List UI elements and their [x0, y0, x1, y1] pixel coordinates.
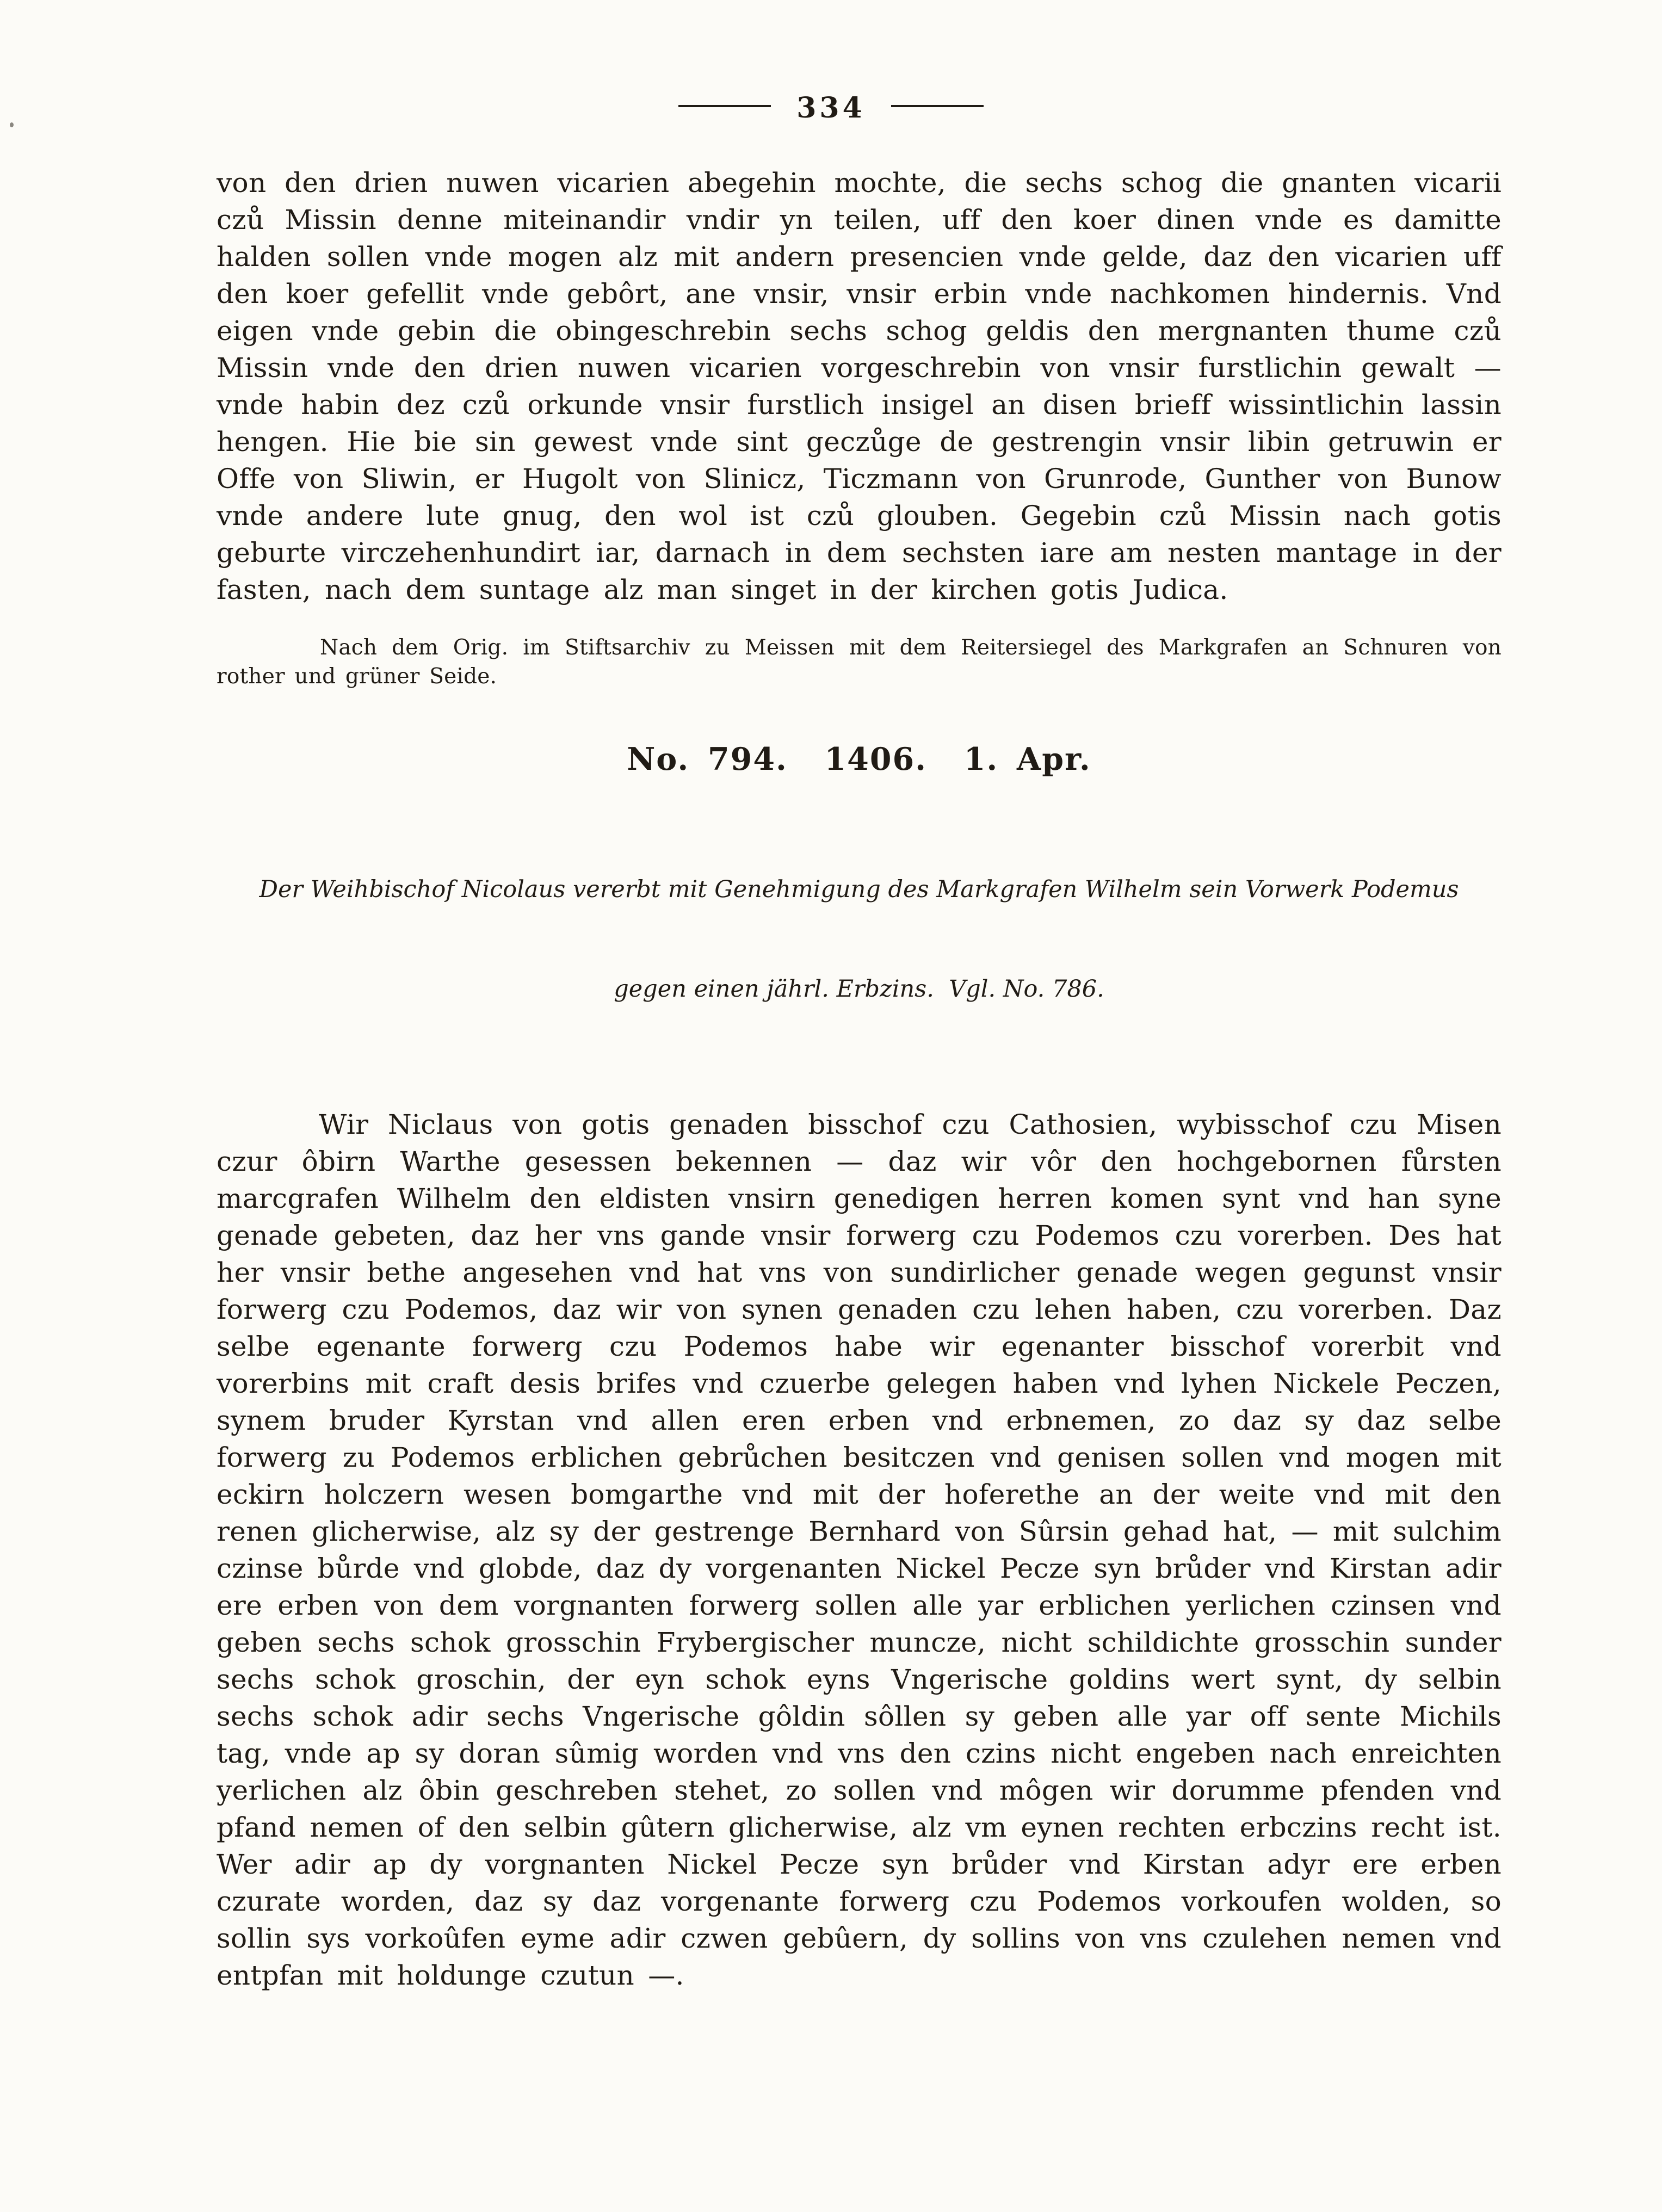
- page-number-rule-right: [891, 105, 984, 107]
- charter-summary-line-1: Der Weihbischof Nicolaus vererbt mit Genehmigung des Markgrafen Wilhelm sein Vorwerk Podemus: [259, 876, 1459, 903]
- page-number: 334: [796, 91, 866, 125]
- page-number-rule-left: [678, 105, 771, 107]
- page-header: [0, 91, 1662, 125]
- charter-body-text: Wir Niclaus von gotis genaden bisschof czu Cathosien, wybisschof czu Misen czur ôbirn Warthe gesessen bekennen — daz wir vôr den hochgebornen fůrsten marcgrafen Wilhelm den eldisten vnsirn genedigen herren komen synt vnd han syne genade gebeten, daz her vns gande vnsir forwerg czu Podemos czu vorerben. Des hat her vnsir bethe angesehen vnd hat vns von sundirlicher genade wegen gegunst vnsir forwerg czu Podemos, daz wir von synen genaden czu lehen haben, czu vorerben. Daz selbe egenante forwerg czu Podemos habe wir egenanter bisschof vorerbit vnd vorerbins mit craft desis brifes vnd czuerbe gelegen haben vnd lyhen Nickele Peczen, synem bruder Kyrstan vnd allen eren erben vnd erbnemen, zo daz sy daz selbe forwerg zu Podemos erblichen gebrůchen besitczen vnd genisen sollen vnd mogen mit eckirn holczern wesen bomgarthe vnd mit der hoferethe an der weite vnd mit den renen glicherwise, alz sy der gestrenge Bernhard von Sûrsin gehad hat, — mit sulchim czinse bůrde vnd globde, daz dy vorgenanten Nickel Pecze syn brůder vnd Kirstan adir ere erben von dem vorgnanten forwerg sollen alle yar erblichen yerlichen czinsen vnd geben sechs schok grosschin Frybergischer muncze, nicht schildichte grosschin sunder sechs schok groschin, der eyn schok eyns Vngerische goldins wert synt, dy selbin sechs schok adir sechs Vngerische gôldin sôllen sy geben alle yar off sente Michils tag, vnde ap sy doran sûmig worden vnd vns den czins nicht engeben nach enreichten yerlichen alz ôbin geschreben stehet, zo sollen vnd môgen wir dorumme pfenden vnd pfand nemen of den selbin gûtern glicherwise, alz vm eynen rechten erbczins recht ist. Wer adir ap dy vorgnanten Nickel Pecze syn brůder vnd Kirstan adyr ere erben czurate worden, daz sy daz vorgenante forwerg czu Podemos vorkoufen wolden, so sollin sys vorkoûfen eyme adir czwen gebûern, dy sollins von vns czulehen nemen vnd entpfan mit holdunge czutun —.: [217, 1109, 1502, 1991]
- archival-source-note: Nach dem Orig. im Stiftsarchiv zu Meissen mit dem Reitersiegel des Markgrafen an Schnuren von rother und grüner Seide.: [217, 635, 1502, 689]
- previous-charter-continuation-text: von den drien nuwen vicarien abegehin mochte, die sechs schog die gnanten vicarii czů Missin denne miteinandir vndir yn teilen, uff den koer dinen vnde es damitte halden sollen vnde mogen alz mit andern presencien vnde gelde, daz den vicarien uff den koer gefellit vnde gebôrt, ane vnsir, vnsir erbin vnde nachkomen hindernis. Vnd eigen vnde gebin die obingeschrebin sechs schog geldis den mergnanten thume czů Missin vnde den drien nuwen vicarien vorgeschrebin von vnsir furstlichin gewalt — vnde habin dez czů orkunde vnsir furstlich insigel an disen brieff wissintlichin lassin hengen. Hie bie sin gewest vnde sint geczůge de gestrengin vnsir libin getruwin er Offe von Sliwin, er Hugolt von Slinicz, Ticzmann von Grunrode, Gunther von Bunow vnde andere lute gnug, den wol ist czů glouben. Gegebin czů Missin nach gotis geburte virczehenhundirt iar, darnach in dem sechsten iare am nesten mantage in der fasten, nach dem suntage alz man singet in der kirchen gotis Judica.: [217, 167, 1502, 605]
- charter-heading: No. 794. 1406. 1. Apr.: [627, 741, 1091, 777]
- charter-summary-line-2: gegen einen jährl. Erbzins. Vgl. No. 786.: [614, 975, 1104, 1003]
- text-column: [217, 164, 1502, 1994]
- charter-summary: [217, 807, 1502, 1072]
